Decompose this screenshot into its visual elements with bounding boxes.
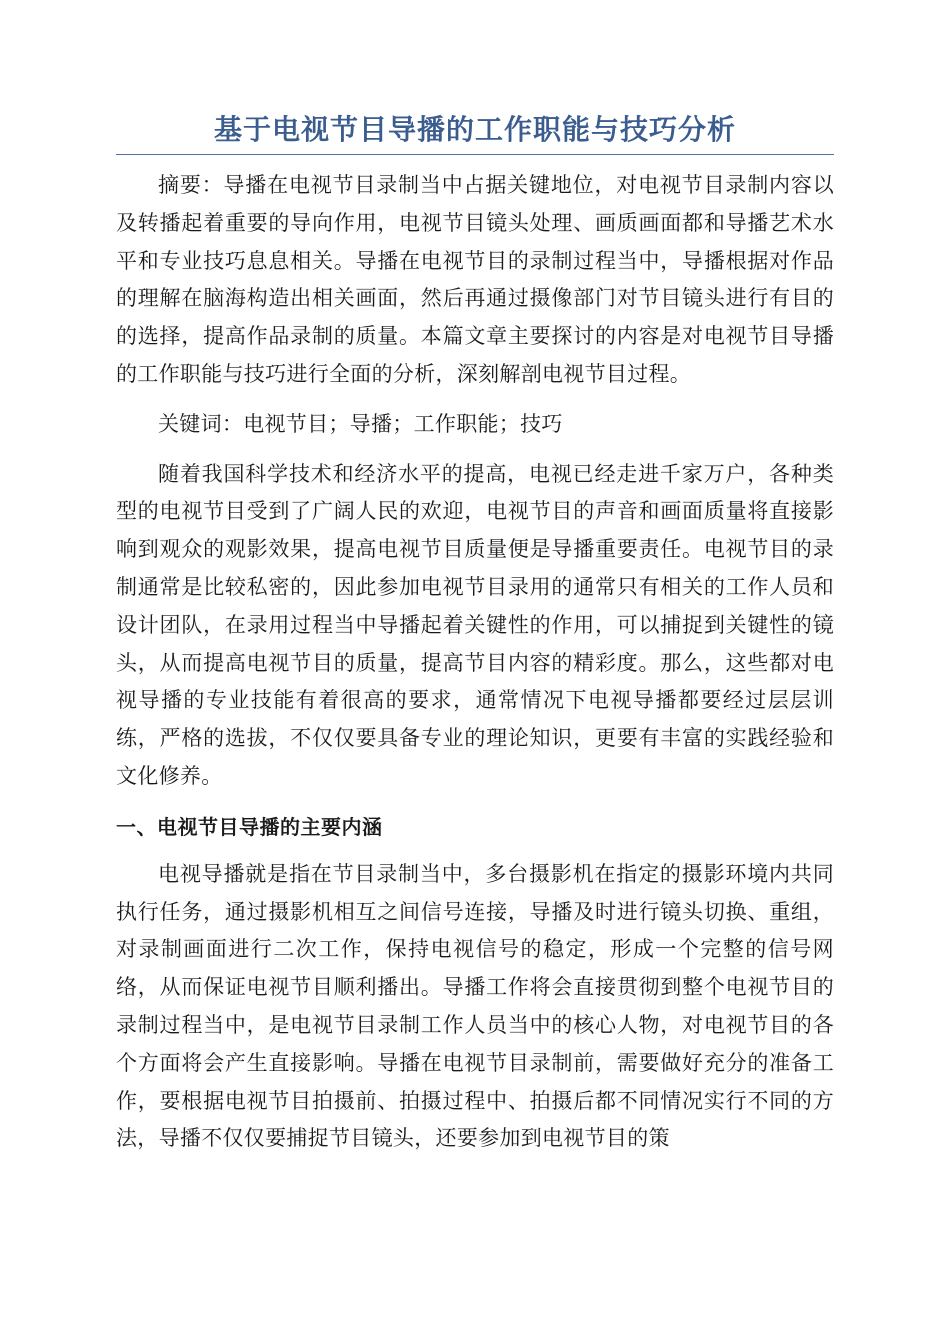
keywords-paragraph: 关键词：电视节目；导播；工作职能；技巧 xyxy=(158,411,563,436)
intro-paragraph: 随着我国科学技术和经济水平的提高，电视已经走进千家万户，各种类型的电视节目受到了广阔人民的欢迎，电视节目的声音和画面质量将直接影响到观众的观影效果，提高电视节目质量便是导播重要责任。电视节目的录制通常是比较私密的，因此参加电视节目录用的通常只有相关的工作人员和设计团队，在录用过程当中导播起着关键性的作用，可以捕捉到关键性的镜头，从而提高电视节目的质量，提高节目内容的精彩度。那么，这些都对电视导播的专业技能有着很高的要求，通常情况下电视导播都要经过层层训练，严格的选拔，不仅仅要具备专业的理论知识，更要有丰富的实践经验和文化修养。 xyxy=(116,461,834,788)
section-body-paragraph: 电视导播就是指在节目录制当中，多台摄影机在指定的摄影环境内共同执行任务，通过摄影机相互之间信号连接，导播及时进行镜头切换、重组，对录制画面进行二次工作，保持电视信号的稳定，形成一个完整的信号网络，从而保证电视节目顺利播出。导播工作将会直接贯彻到整个电视节目的录制过程当中，是电视节目录制工作人员当中的核心人物，对电视节目的各个方面将会产生直接影响。导播在电视节目录制前，需要做好充分的准备工作，要根据电视节目拍摄前、拍摄过程中、拍摄后都不同情况实行不同的方法，导播不仅仅要捕捉节目镜头，还要参加到电视节目的策 xyxy=(116,861,834,1151)
abstract-paragraph: 摘要：导播在电视节目录制当中占据关键地位，对电视节目录制内容以及转播起着重要的导向作用，电视节目镜头处理、画质画面都和导播艺术水平和专业技巧息息相关。导播在电视节目的录制过程当中，导播根据对作品的理解在脑海构造出相关画面，然后再通过摄像部门对节目镜头进行有目的的选择，提高作品录制的质量。本篇文章主要探讨的内容是对电视节目导播的工作职能与技巧进行全面的分析，深刻解剖电视节目过程。 xyxy=(116,173,834,386)
document-title: 基于电视节目导播的工作职能与技巧分析 xyxy=(213,113,736,146)
section-heading: 一、电视节目导播的主要内涵 xyxy=(116,814,383,839)
title-underline xyxy=(116,154,834,155)
document-page xyxy=(116,110,834,1170)
